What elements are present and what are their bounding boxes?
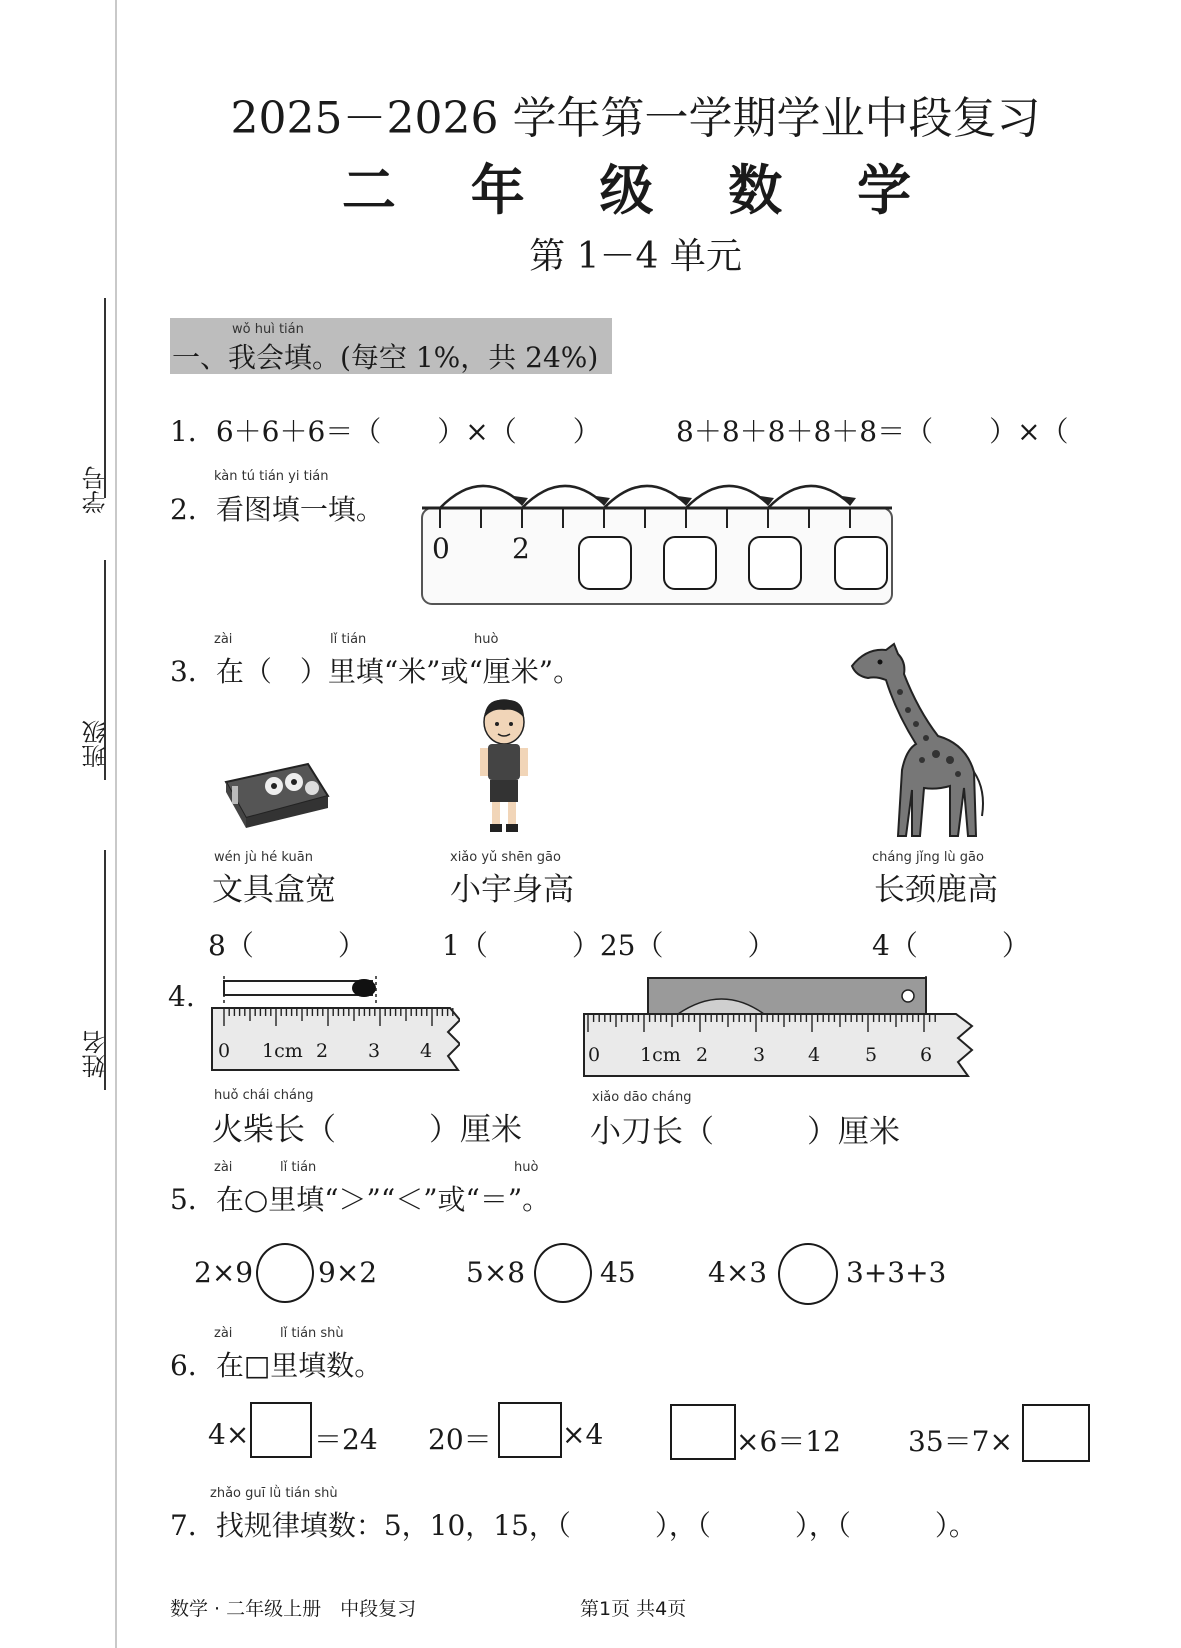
student-id-label: 学号 — [82, 466, 110, 514]
number-line-tick-2: 2 — [512, 532, 530, 565]
section-title: 一、我会填。(每空 1%，共 24%) — [172, 341, 599, 374]
knife-ruler-label-6: 6 — [920, 1044, 933, 1066]
answer-pencil-case[interactable]: 8（ ） — [208, 929, 366, 962]
match-pinyin: huǒ chái cháng — [214, 1088, 314, 1103]
item-pinyin-pencil-case: wén jù hé kuān — [214, 850, 313, 865]
giraffe-image — [846, 640, 996, 840]
knife-ruler-label-3: 3 — [753, 1044, 766, 1066]
item-label-boy: 小宇身高 — [450, 872, 574, 908]
fill-1-right: ＝24 — [314, 1423, 378, 1456]
answer-box-1[interactable] — [578, 536, 632, 590]
q5-pinyin-litian: lǐ tián — [280, 1160, 317, 1175]
compare-1-left: 2×9 — [194, 1256, 254, 1289]
units-title: 第 1－4 单元 — [529, 236, 742, 277]
match-ruler-label-4: 4 — [420, 1040, 433, 1062]
class-label: 班级 — [82, 720, 110, 768]
q3-text: 3．在（ ）里填“米”或“厘米”。 — [170, 655, 582, 688]
fill-box-2[interactable] — [498, 1402, 562, 1458]
answer-boy[interactable]: 1（ ）25（ ） — [442, 929, 776, 962]
compare-3-left: 4×3 — [708, 1256, 768, 1289]
q2-text: 2．看图填一填。 — [170, 493, 384, 526]
fill-box-4[interactable] — [1022, 1404, 1090, 1462]
knife-ruler-label-0: 0 — [588, 1044, 601, 1066]
q6-pinyin-litian: lǐ tián shù — [280, 1326, 344, 1341]
q6-text: 6．在□里填数。 — [170, 1349, 383, 1382]
q1-left: 1．6＋6＋6＝（ ）×（ ） — [170, 415, 601, 448]
knife-length-answer[interactable]: 小刀长（ ）厘米 — [590, 1114, 900, 1150]
footer-left: 数学 · 二年级上册 中段复习 — [170, 1598, 417, 1620]
compare-3-right: 3+3+3 — [846, 1256, 947, 1289]
answer-box-3[interactable] — [748, 536, 802, 590]
item-pinyin-boy: xiǎo yǔ shēn gāo — [450, 850, 561, 865]
q5-pinyin-huo: huò — [514, 1160, 539, 1175]
q7-pinyin: zhǎo guī lǜ tián shù — [210, 1486, 338, 1501]
fill-4-left: 35＝7× — [908, 1425, 1013, 1458]
q3-pinyin-zai: zài — [214, 632, 233, 647]
fill-2-left: 20＝ — [428, 1423, 492, 1456]
answer-giraffe[interactable]: 4（ ） — [872, 929, 1030, 962]
compare-2-right: 45 — [600, 1256, 636, 1289]
match-ruler-label-2: 2 — [316, 1040, 329, 1062]
knife-ruler-label-5: 5 — [865, 1044, 878, 1066]
fill-box-3[interactable] — [670, 1404, 736, 1460]
fill-2-right: ×4 — [562, 1418, 604, 1451]
boy-image — [470, 696, 540, 836]
fill-1-left: 4× — [208, 1418, 250, 1451]
match-ruler-label-3: 3 — [368, 1040, 381, 1062]
number-line-tick-0: 0 — [432, 532, 450, 565]
section-pinyin: wǒ huì tián — [232, 322, 304, 337]
knife-ruler-label-4: 4 — [808, 1044, 821, 1066]
item-pinyin-giraffe: cháng jǐng lù gāo — [872, 850, 984, 865]
compare-circle-2[interactable] — [534, 1243, 592, 1303]
compare-1-right: 9×2 — [318, 1256, 378, 1289]
number-line-ruler — [418, 472, 898, 612]
item-label-giraffe: 长颈鹿高 — [874, 872, 998, 908]
knife-pinyin: xiǎo dāo cháng — [592, 1090, 692, 1105]
knife-ruler-label-1: 1cm — [640, 1044, 681, 1066]
compare-circle-3[interactable] — [778, 1243, 838, 1305]
subject-title: 二 年 级 数 学 — [341, 159, 940, 222]
q5-pinyin-zai: zài — [214, 1160, 233, 1175]
fill-3-right: ×6＝12 — [736, 1425, 841, 1458]
answer-box-2[interactable] — [663, 536, 717, 590]
q3-pinyin-litian: lǐ tián — [330, 632, 367, 647]
knife-ruler-label-2: 2 — [696, 1044, 709, 1066]
fill-box-1[interactable] — [250, 1402, 312, 1458]
exam-title: 2025－2026 学年第一学期学业中段复习 — [230, 93, 1041, 144]
answer-box-4[interactable] — [834, 536, 888, 590]
pencil-case-image — [222, 760, 332, 830]
q4-number: 4. — [168, 980, 195, 1013]
q5-text: 5．在○里填“＞”“＜”或“＝”。 — [170, 1183, 551, 1216]
match-ruler-label-0: 0 — [218, 1040, 231, 1062]
q6-pinyin-zai: zài — [214, 1326, 233, 1341]
match-length-answer[interactable]: 火柴长（ ）厘米 — [212, 1112, 522, 1148]
compare-circle-1[interactable] — [256, 1243, 314, 1303]
q7-text[interactable]: 7．找规律填数：5，10，15，（ ），（ ），（ ）。 — [170, 1509, 977, 1542]
q3-pinyin-huo: huò — [474, 632, 499, 647]
match-ruler-label-1: 1cm — [262, 1040, 303, 1062]
item-label-pencil-case: 文具盒宽 — [212, 872, 336, 908]
compare-2-left: 5×8 — [466, 1256, 526, 1289]
q2-pinyin: kàn tú tián yi tián — [214, 469, 329, 484]
footer-page: 第1页 共4页 — [580, 1598, 687, 1620]
q1-right: 8＋8＋8＋8＋8＝（ ）×（ — [676, 415, 1069, 448]
name-label: 姓名 — [82, 1030, 110, 1078]
match-ruler — [210, 976, 460, 1080]
